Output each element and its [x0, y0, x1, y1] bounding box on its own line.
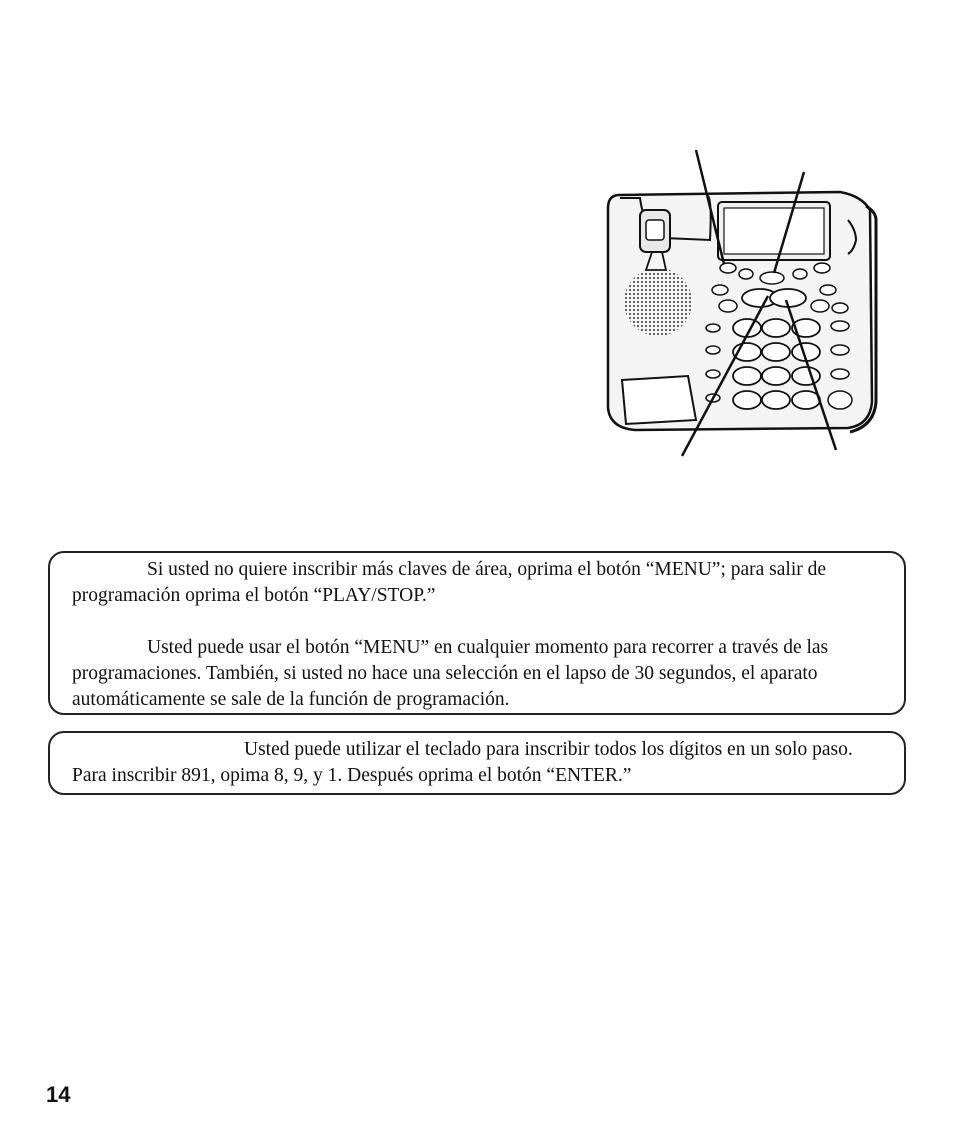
note-paragraph: Si usted no quiere inscribir más claves de área, oprima el botón “MENU”; para salir de programación oprima el botón “PLAY/STOP.” [72, 559, 827, 606]
telephone-illustration [600, 140, 890, 470]
programming-note-box [48, 551, 906, 715]
keypad-note-box [48, 731, 906, 795]
note-paragraph: Usted puede utilizar el teclado para inscribir todos los dígitos en un solo paso. Para inscribir 891, opima 8, 9, y 1. Después oprima el botón “ENTER.” [72, 739, 853, 786]
note-paragraph: Usted puede usar el botón “MENU” en cualquier momento para recorrer a través de las programaciones. También, si usted no hace una selección en el lapso de 30 segundos, el aparato automáticamente se sale de la función de programación. [72, 637, 829, 710]
telephone-base-icon [600, 140, 890, 470]
page-number: 14 [46, 1082, 71, 1107]
